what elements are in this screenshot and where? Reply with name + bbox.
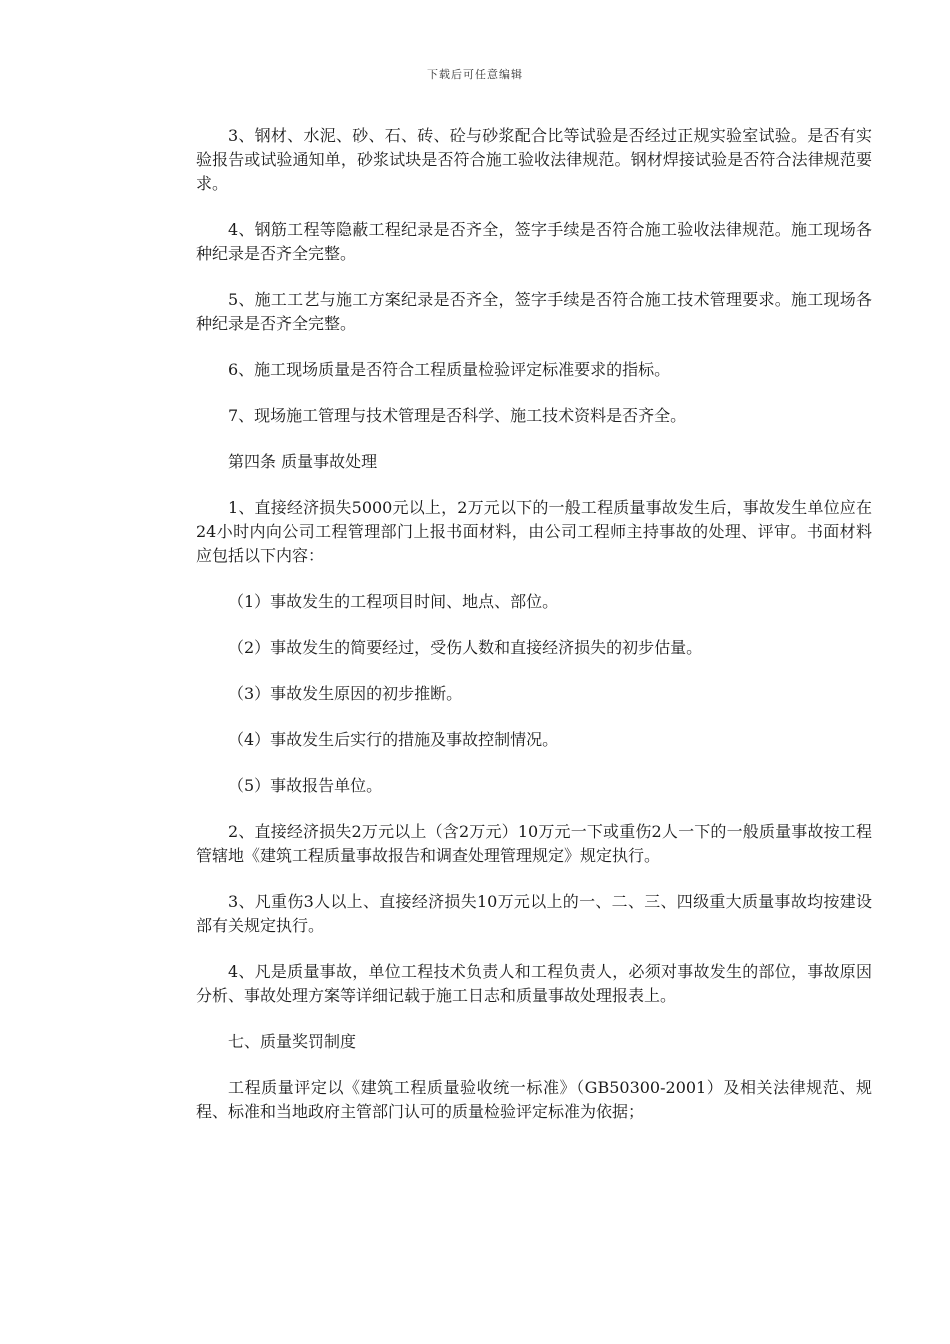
sub-item-3: （3）事故发生原因的初步推断。 [228,684,463,703]
paragraph-item-3: 3、钢材、水泥、砂、石、砖、砼与砂浆配合比等试验是否经过正规实验室试验。是否有实验报告或试验通知单，砂浆试块是否符合施工验收法律规范。钢材焊接试验是否符合法律规范要求。 [196,126,872,193]
sub-item-4: （4）事故发生后实行的措施及事故控制情况。 [228,730,559,749]
paragraph-accident-2: 2、直接经济损失2万元以上（含2万元）10万元一下或重伤2人一下的一般质量事故按工程管辖地《建筑工程质量事故报告和调查处理管理规定》规定执行。 [196,822,872,865]
paragraph-item-7: 7、现场施工管理与技术管理是否科学、施工技术资料是否齐全。 [228,406,687,425]
page-header-note: 下载后可任意编辑 [427,68,523,81]
paragraph-accident-1: 1、直接经济损失5000元以上，2万元以下的一般工程质量事故发生后，事故发生单位应在24小时内向公司工程管理部门上报书面材料，由公司工程师主持事故的处理、评审。书面材料应包括以下内容： [196,498,872,565]
document-body [196,124,872,1146]
paragraph-item-6: 6、施工现场质量是否符合工程质量检验评定标准要求的指标。 [228,360,671,379]
sub-item-1: （1）事故发生的工程项目时间、地点、部位。 [228,592,559,611]
section-heading-article-4: 第四条 质量事故处理 [228,452,378,471]
paragraph-quality-evaluation: 工程质量评定以《建筑工程质量验收统一标准》（GB50300-2001）及相关法律规范、规程、标准和当地政府主管部门认可的质量检验评定标准为依据； [196,1078,872,1121]
paragraph-item-4: 4、钢筋工程等隐蔽工程纪录是否齐全，签字手续是否符合施工验收法律规范。施工现场各种纪录是否齐全完整。 [196,220,872,263]
paragraph-accident-3: 3、凡重伤3人以上、直接经济损失10万元以上的一、二、三、四级重大质量事故均按建设部有关规定执行。 [196,892,872,935]
paragraph-accident-4: 4、凡是质量事故，单位工程技术负责人和工程负责人，必须对事故发生的部位，事故原因分析、事故处理方案等详细记载于施工日志和质量事故处理报表上。 [196,962,872,1005]
sub-item-2: （2）事故发生的简要经过，受伤人数和直接经济损失的初步估量。 [228,638,703,657]
section-heading-seven: 七、质量奖罚制度 [228,1032,357,1051]
paragraph-item-5: 5、施工工艺与施工方案纪录是否齐全，签字手续是否符合施工技术管理要求。施工现场各种纪录是否齐全完整。 [196,290,872,333]
sub-item-5: （5）事故报告单位。 [228,776,383,795]
